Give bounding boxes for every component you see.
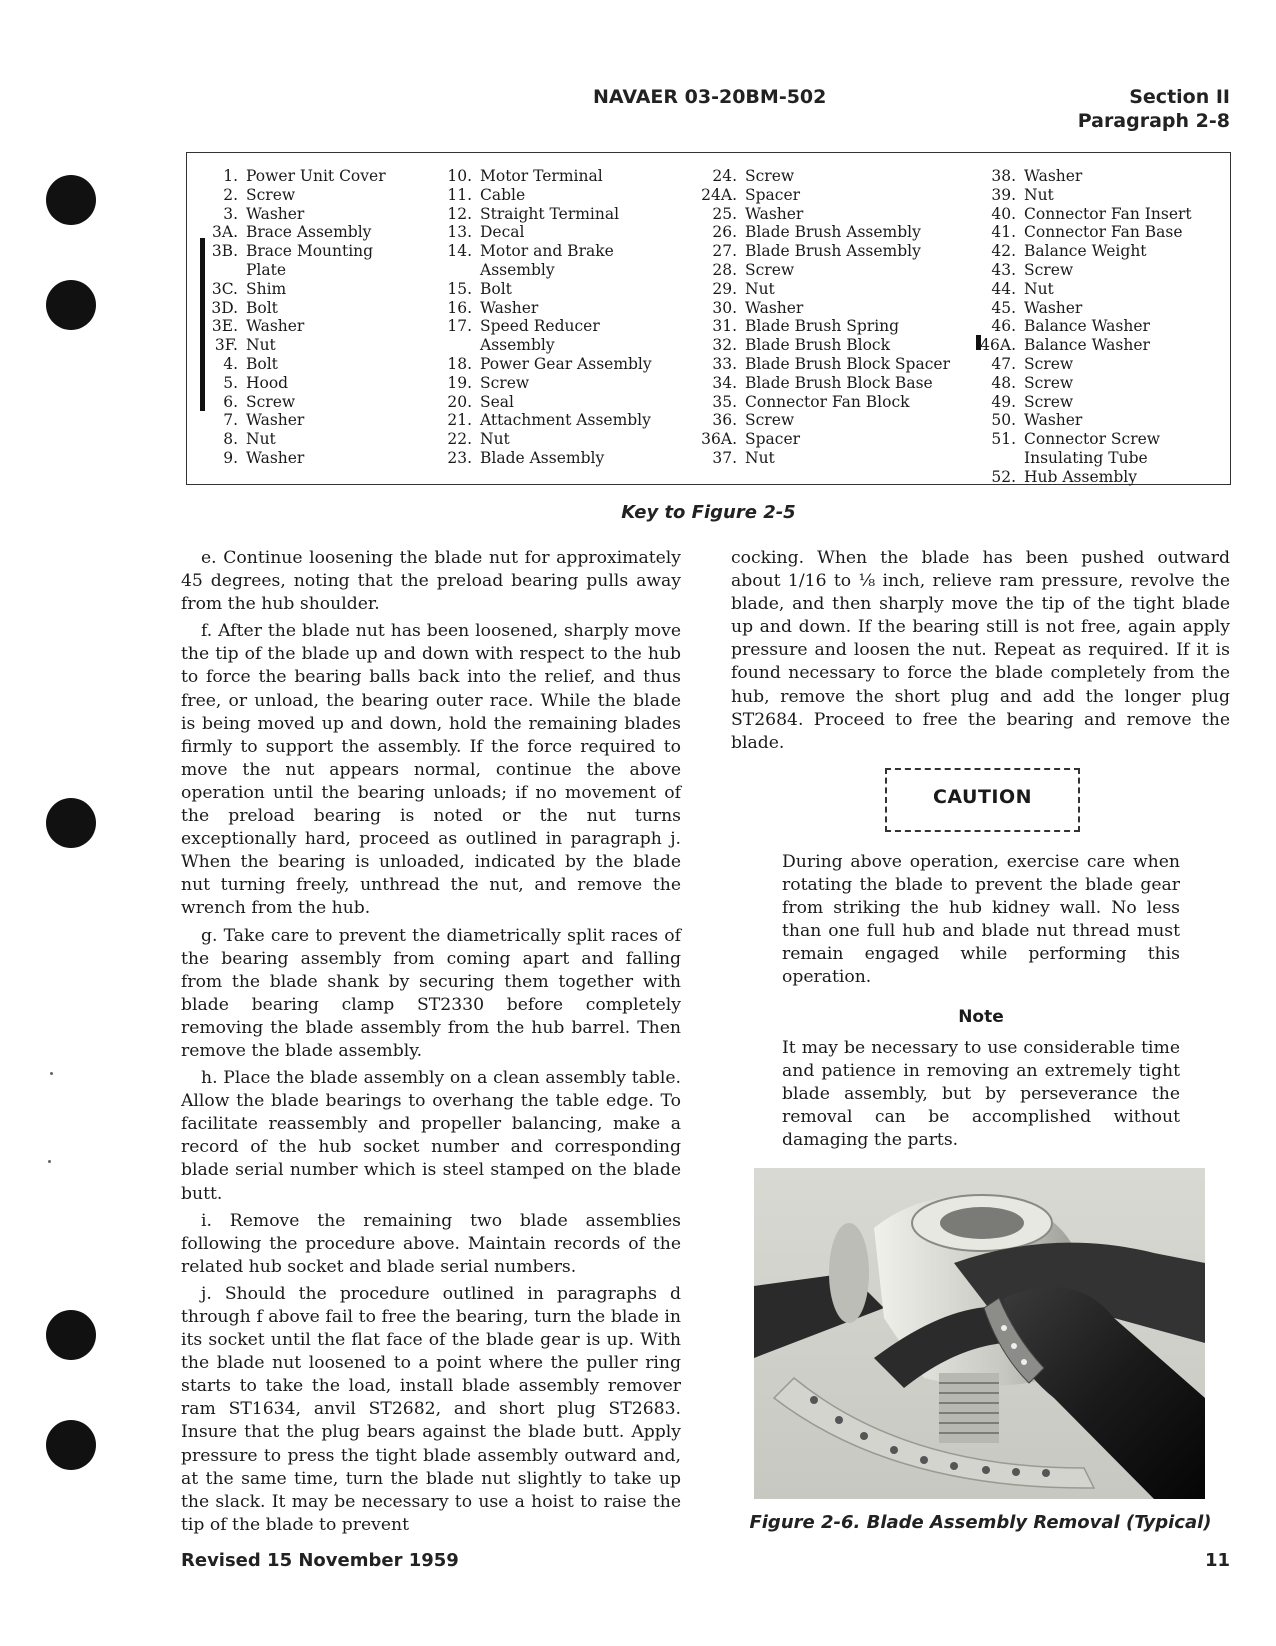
parts-key-label: Nut xyxy=(745,448,775,467)
parts-key-item xyxy=(697,242,950,261)
parts-key-number: 24. xyxy=(712,167,737,185)
parts-key-item xyxy=(697,374,950,393)
parts-key-label: Insulating Tube xyxy=(1024,448,1148,467)
parts-key-label: Washer xyxy=(246,204,305,223)
parts-key-item xyxy=(697,299,950,318)
parts-key-label: Shim xyxy=(246,279,287,298)
parts-key-label: Washer xyxy=(1024,167,1083,185)
parts-key-item xyxy=(968,167,1192,186)
parts-key-label: Decal xyxy=(480,223,525,242)
blade-removal-illustration xyxy=(754,1168,1205,1499)
speck xyxy=(50,1072,53,1075)
parts-key-label: Assembly xyxy=(480,336,555,355)
parts-key-label: Screw xyxy=(1024,260,1074,279)
parts-key-number: 46A. xyxy=(980,336,1016,355)
parts-key-label: Motor Terminal xyxy=(480,167,603,185)
parts-key-item xyxy=(697,411,950,430)
note-text xyxy=(782,1037,1180,1156)
parts-key-item xyxy=(968,317,1192,336)
parts-key-item xyxy=(697,261,950,280)
parts-key-label: Spacer xyxy=(745,185,801,204)
parts-key-number: 50. xyxy=(991,411,1016,430)
parts-key-number: 26. xyxy=(712,223,737,242)
parts-key-label: Power Gear Assembly xyxy=(480,354,652,373)
parts-key-label: Screw xyxy=(246,185,296,204)
parts-key-number: 9. xyxy=(223,448,238,467)
parts-key-number xyxy=(206,261,238,280)
parts-key-number: 2. xyxy=(223,185,238,204)
parts-key-item xyxy=(206,280,386,299)
section-label: Section II xyxy=(1129,86,1230,108)
parts-key-item xyxy=(432,280,652,299)
punch-hole xyxy=(46,175,96,225)
parts-key-number: 20. xyxy=(447,392,472,411)
parts-key-number: 3A. xyxy=(212,223,238,242)
parts-key-number: 49. xyxy=(991,392,1016,411)
parts-key-label: Straight Terminal xyxy=(480,204,620,223)
parts-key-item xyxy=(697,223,950,242)
parts-key-number: 22. xyxy=(447,430,472,449)
parts-key-number: 47. xyxy=(991,354,1016,373)
parts-key-number: 21. xyxy=(447,411,472,430)
parts-key-label: Brace Assembly xyxy=(246,223,372,242)
parts-key-number: 11. xyxy=(447,185,472,204)
step-g: g. Take care to prevent the diametrically split races of the bearing assembly from coming apart and falling from the blade shank by securing them together with blade bearing clamp ST2330 before completely removing the blade assembly from the hub barrel. Then remove the blade assembly. xyxy=(181,925,681,1061)
parts-key-number: 1. xyxy=(223,167,238,185)
parts-key-item xyxy=(968,468,1192,487)
parts-key-item xyxy=(968,299,1192,318)
parts-key-label: Cable xyxy=(480,185,526,204)
parts-key-label: Screw xyxy=(745,411,795,430)
parts-key-item xyxy=(697,280,950,299)
parts-key-number: 12. xyxy=(447,204,472,223)
note-body: It may be necessary to use considerable time and patience in removing an extremely tight blade assembly, but by perseverance the removal can be accomplished without damaging the parts. xyxy=(782,1038,1180,1151)
parts-key-box xyxy=(186,152,1231,485)
parts-key-item xyxy=(206,186,386,205)
parts-key-number: 8. xyxy=(223,430,238,449)
parts-key-item xyxy=(968,186,1192,205)
page-number: 11 xyxy=(1204,1550,1230,1571)
parts-key-number: 3C. xyxy=(211,279,238,298)
doc-number: NAVAER 03-20BM-502 xyxy=(593,86,827,108)
parts-key-number: 33. xyxy=(712,354,737,373)
note-label: Note xyxy=(958,1007,1004,1027)
parts-key-label: Nut xyxy=(480,430,510,449)
parts-key-label: Spacer xyxy=(745,430,801,449)
parts-key-label: Blade Assembly xyxy=(480,448,605,467)
parts-key-label: Washer xyxy=(246,411,305,430)
parts-key-number: 51. xyxy=(991,430,1016,449)
parts-key-item xyxy=(968,336,1192,355)
parts-key-label: Washer xyxy=(480,298,539,317)
parts-key-label: Screw xyxy=(1024,392,1074,411)
parts-key-number: 32. xyxy=(712,336,737,355)
parts-key-number: 17. xyxy=(447,317,472,336)
parts-key-label: Blade Brush Spring xyxy=(745,317,900,336)
step-e: e. Continue loosening the blade nut for approximately 45 degrees, noting that the preload bearing pulls away from the hub shoulder. xyxy=(181,548,681,615)
parts-key-number: 5. xyxy=(223,373,238,392)
parts-key-label: Blade Brush Block Spacer xyxy=(745,354,950,373)
punch-hole xyxy=(46,1420,96,1470)
parts-key-number: 4. xyxy=(223,354,238,373)
parts-key-number: 29. xyxy=(712,279,737,298)
parts-key-number xyxy=(968,449,1016,468)
punch-hole xyxy=(46,798,96,848)
parts-key-label: Plate xyxy=(246,260,287,279)
parts-key-item xyxy=(206,430,386,449)
parts-key-label: Washer xyxy=(1024,298,1083,317)
step-h: h. Place the blade assembly on a clean assembly table. Allow the blade bearings to overhang the table edge. To facilitate reassembly and propeller balancing, make a record of the hub socket number and corresponding blade serial number which is steel stamped on the blade butt. xyxy=(181,1068,681,1204)
parts-key-number: 35. xyxy=(712,392,737,411)
parts-key-item xyxy=(206,411,386,430)
parts-key-label: Power Unit Cover xyxy=(246,167,386,185)
parts-key-label: Blade Brush Assembly xyxy=(745,242,921,261)
left-text-column xyxy=(181,547,681,1541)
parts-key-number: 41. xyxy=(991,223,1016,242)
parts-key-number: 7. xyxy=(223,411,238,430)
parts-key-column-3 xyxy=(697,167,950,468)
blade-removal-photo xyxy=(754,1168,1205,1499)
parts-key-number xyxy=(432,336,472,355)
parts-key-number: 42. xyxy=(991,242,1016,261)
parts-key-label: Balance Washer xyxy=(1024,317,1150,336)
parts-key-number: 15. xyxy=(447,279,472,298)
parts-key-label: Nut xyxy=(1024,279,1054,298)
parts-key-number: 3E. xyxy=(211,317,238,336)
parts-key-label: Screw xyxy=(1024,354,1074,373)
parts-key-label: Washer xyxy=(745,204,804,223)
parts-key-item xyxy=(968,242,1192,261)
step-f: f. After the blade nut has been loosened, sharply move the tip of the blade up and down with respect to the hub to force the bearing balls back into the relief, and thus free, or unload, the bearing outer race. While the blade is being moved up and down, hold the remaining blades firmly to support the assembly. If the force required to move the nut appears normal, continue the above operation until the bearing unloads; if no movement of the preload bearing is noted or the nut turns exceptionally hard, proceed as outlined in paragraph j. When the bearing is unloaded, indicated by the blade nut turning freely, unthread the nut, and remove the wrench from the hub. xyxy=(181,621,681,919)
step-i: i. Remove the remaining two blade assemblies following the procedure above. Maintain records of the related hub socket and blade serial numbers. xyxy=(181,1210,681,1277)
caution-body: During above operation, exercise care when rotating the blade to prevent the blade gear from striking the hub kidney wall. No less than one full hub and blade nut thread must remain engaged while performing this operation. xyxy=(782,852,1180,988)
parts-key-label: Connector Screw xyxy=(1024,430,1161,449)
parts-key-number: 39. xyxy=(991,185,1016,204)
parts-key-number: 38. xyxy=(991,167,1016,185)
parts-key-item xyxy=(697,336,950,355)
parts-key-item xyxy=(432,430,652,449)
parts-key-number: 43. xyxy=(991,260,1016,279)
parts-key-item xyxy=(432,317,652,336)
caution-text xyxy=(782,851,1180,994)
parts-key-number: 36A. xyxy=(701,430,737,449)
parts-key-label: Nut xyxy=(246,430,276,449)
parts-key-number: 3. xyxy=(223,204,238,223)
parts-key-number: 16. xyxy=(447,298,472,317)
parts-key-item xyxy=(968,223,1192,242)
parts-key-label: Blade Brush Block Base xyxy=(745,373,933,392)
parts-key-item xyxy=(968,261,1192,280)
step-j: j. Should the procedure outlined in paragraphs d through f above fail to free the bearing, turn the blade in its socket until the flat face of the blade gear is up. With the blade nut loosened to a point where the puller ring starts to take the load, install blade assembly remover ram ST1634, anvil ST2682, and short plug ST2683. Insure that the plug bears against the blade butt. Apply pressure to press the tight blade assembly outward and, at the same time, turn the blade nut slightly to take up the slack. It may be necessary to use a hoist to raise the tip of the blade to prevent xyxy=(181,1283,681,1535)
parts-key-number: 18. xyxy=(447,354,472,373)
parts-key-label: Speed Reducer xyxy=(480,317,600,336)
parts-key-item xyxy=(206,336,386,355)
parts-key-label: Connector Fan Block xyxy=(745,392,910,411)
parts-key-label: Bolt xyxy=(480,279,512,298)
parts-key-item xyxy=(432,393,652,412)
parts-key-label: Nut xyxy=(1024,185,1054,204)
parts-key-item xyxy=(968,280,1192,299)
parts-key-number: 14. xyxy=(447,242,472,261)
parts-key-item xyxy=(206,393,386,412)
parts-key-item xyxy=(206,374,386,393)
parts-key-item xyxy=(697,317,950,336)
speck xyxy=(48,1160,51,1163)
parts-key-label: Washer xyxy=(745,298,804,317)
parts-key-item xyxy=(697,430,950,449)
parts-key-number: 3D. xyxy=(211,298,238,317)
change-bar xyxy=(200,238,205,411)
parts-key-label: Hood xyxy=(246,373,289,392)
parts-key-item xyxy=(432,449,652,468)
parts-key-number: 24A. xyxy=(701,185,737,204)
parts-key-item xyxy=(968,449,1192,468)
parts-key-label: Balance Washer xyxy=(1024,336,1150,355)
parts-key-label: Brace Mounting xyxy=(246,242,374,261)
parts-key-number: 34. xyxy=(712,373,737,392)
parts-key-label: Screw xyxy=(480,373,530,392)
parts-key-item xyxy=(968,411,1192,430)
parts-key-label: Bolt xyxy=(246,354,278,373)
parts-key-number: 13. xyxy=(447,223,472,242)
parts-key-column-4 xyxy=(968,167,1192,487)
parts-key-number: 37. xyxy=(712,448,737,467)
parts-key-item xyxy=(697,355,950,374)
parts-key-label: Nut xyxy=(246,336,276,355)
paragraph-label: Paragraph 2-8 xyxy=(1077,110,1230,132)
parts-key-label: Screw xyxy=(745,260,795,279)
parts-key-number: 48. xyxy=(991,373,1016,392)
parts-key-label: Blade Brush Block xyxy=(745,336,891,355)
parts-key-label: Attachment Assembly xyxy=(480,411,651,430)
caution-box xyxy=(885,768,1080,832)
parts-key-number: 19. xyxy=(447,373,472,392)
parts-key-label: Screw xyxy=(1024,373,1074,392)
parts-key-item xyxy=(206,223,386,242)
punch-hole xyxy=(46,280,96,330)
parts-key-number: 44. xyxy=(991,279,1016,298)
parts-key-item xyxy=(968,393,1192,412)
parts-key-item xyxy=(432,205,652,224)
parts-key-label: Assembly xyxy=(480,260,555,279)
parts-key-number xyxy=(432,261,472,280)
parts-key-number: 25. xyxy=(712,204,737,223)
parts-key-label: Washer xyxy=(246,448,305,467)
parts-key-column-2 xyxy=(432,167,652,468)
revision-date: Revised 15 November 1959 xyxy=(181,1550,459,1571)
parts-key-item xyxy=(697,449,950,468)
figure-caption: Figure 2-6. Blade Assembly Removal (Typical) xyxy=(749,1512,1212,1533)
parts-key-label: Screw xyxy=(246,392,296,411)
parts-key-label: Bolt xyxy=(246,298,278,317)
parts-key-item xyxy=(432,374,652,393)
parts-key-item xyxy=(206,355,386,374)
parts-key-item xyxy=(206,205,386,224)
parts-key-label: Connector Fan Insert xyxy=(1024,204,1192,223)
parts-key-column-1 xyxy=(206,167,386,468)
parts-key-item xyxy=(206,242,386,261)
parts-key-item xyxy=(206,299,386,318)
parts-key-number: 6. xyxy=(223,392,238,411)
caution-label: CAUTION xyxy=(932,786,1033,808)
parts-key-label: Blade Brush Assembly xyxy=(745,223,921,242)
right-text-top xyxy=(731,547,1230,759)
parts-key-item xyxy=(206,167,386,186)
parts-key-number: 36. xyxy=(712,411,737,430)
parts-key-label: Washer xyxy=(246,317,305,336)
parts-key-item xyxy=(968,355,1192,374)
parts-key-item xyxy=(206,449,386,468)
parts-key-label: Screw xyxy=(745,167,795,185)
parts-key-item xyxy=(206,317,386,336)
parts-key-number: 40. xyxy=(991,204,1016,223)
parts-key-label: Balance Weight xyxy=(1024,242,1147,261)
parts-key-number: 23. xyxy=(447,448,472,467)
parts-key-number: 45. xyxy=(991,298,1016,317)
parts-key-item xyxy=(432,167,652,186)
parts-key-item xyxy=(697,167,950,186)
parts-key-item xyxy=(432,355,652,374)
parts-key-number: 10. xyxy=(447,167,472,185)
parts-key-item xyxy=(697,393,950,412)
parts-key-item xyxy=(968,374,1192,393)
parts-key-number: 31. xyxy=(712,317,737,336)
parts-key-number: 30. xyxy=(712,298,737,317)
parts-key-label: Hub Assembly xyxy=(1024,467,1137,486)
parts-key-item xyxy=(206,261,386,280)
parts-key-number: 46. xyxy=(991,317,1016,336)
parts-key-item xyxy=(432,411,652,430)
parts-key-number: 3B. xyxy=(211,242,238,261)
punch-hole xyxy=(46,1310,96,1360)
parts-key-item xyxy=(432,336,652,355)
parts-key-item xyxy=(968,205,1192,224)
parts-key-number: 3F. xyxy=(214,336,238,355)
parts-key-item xyxy=(697,186,950,205)
parts-key-label: Nut xyxy=(745,279,775,298)
step-j-continued: cocking. When the blade has been pushed outward about 1/16 to ⅛ inch, relieve ram pressure, revolve the blade, and then sharply move the tip of the tight blade up and down. If the bearing still is not free, again apply pressure and loosen the nut. Repeat as required. If it is found necessary to force the blade completely from the hub, remove the short plug and add the longer plug ST2684. Proceed to free the bearing and remove the blade. xyxy=(731,548,1230,753)
key-caption: Key to Figure 2-5 xyxy=(621,502,796,523)
parts-key-item xyxy=(432,186,652,205)
parts-key-label: Motor and Brake xyxy=(480,242,614,261)
parts-key-item xyxy=(968,430,1192,449)
parts-key-number: 27. xyxy=(712,242,737,261)
parts-key-label: Washer xyxy=(1024,411,1083,430)
parts-key-label: Seal xyxy=(480,392,514,411)
parts-key-label: Connector Fan Base xyxy=(1024,223,1183,242)
parts-key-number: 28. xyxy=(712,260,737,279)
parts-key-item xyxy=(432,261,652,280)
parts-key-number: 52. xyxy=(991,467,1016,486)
parts-key-item xyxy=(432,299,652,318)
parts-key-item xyxy=(432,242,652,261)
parts-key-item xyxy=(432,223,652,242)
parts-key-item xyxy=(697,205,950,224)
